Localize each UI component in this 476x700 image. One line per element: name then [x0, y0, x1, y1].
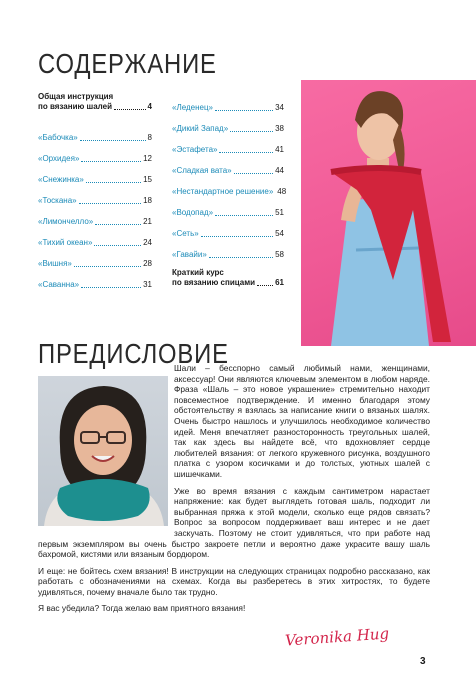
toc-entry-label: «Снежинка»	[38, 175, 84, 184]
toc-entry-page: 8	[147, 133, 152, 142]
toc-entry[interactable]	[172, 197, 284, 218]
toc-entry[interactable]	[172, 155, 284, 176]
toc-entry-page: 51	[275, 208, 284, 217]
toc-entry[interactable]	[38, 248, 152, 269]
toc-entry-page: 34	[275, 103, 284, 112]
toc-entry-label: «Эстафета»	[172, 145, 218, 154]
toc-entry-page: 31	[143, 280, 152, 289]
toc-entry-course[interactable]	[172, 268, 284, 288]
toc-entry-page: 21	[143, 217, 152, 226]
toc-entry-label: «Гавайи»	[172, 250, 207, 259]
preface-paragraph: Уже во время вязания с каждым сантиметром нарастает напряжение: как будет выглядеть готовая шаль, подходит ли выбранная пряжа к этой модели, сколько еще рядов связать? Вопрос за вопросом поддерживает ваш интерес и не дает заскучать. Поэтому не стоит удивляться, что при работе над первым экземпляром вы очень быстро закроете петли и вероятно даже украсите вашу шаль бахромой, кистями или вязаным бордюром.	[38, 485, 430, 560]
toc-general-line2: по вязанию шалей	[38, 102, 113, 111]
toc-entry-page: 15	[143, 175, 152, 184]
toc-course-page: 61	[275, 278, 284, 287]
page-number: 3	[420, 656, 426, 667]
toc-entry-page: 38	[275, 124, 284, 133]
toc-entry[interactable]	[38, 269, 152, 290]
toc-entry-page: 41	[275, 145, 284, 154]
toc-general-page: 4	[147, 102, 152, 111]
toc-entry-page: 28	[143, 259, 152, 268]
toc-entry-page: 48	[277, 187, 287, 196]
toc-entry[interactable]	[172, 134, 284, 155]
toc-entry-label: «Саванна»	[38, 280, 80, 289]
toc-right-column	[172, 92, 287, 288]
toc-entry-page: 58	[275, 250, 284, 259]
toc-entry[interactable]	[172, 218, 284, 239]
toc-entry-label: «Сеть»	[172, 229, 199, 238]
toc-entry[interactable]	[172, 92, 284, 113]
toc-entry-label: «Тоскана»	[38, 196, 77, 205]
preface-paragraph: Я вас убедила? Тогда желаю вам приятного вязания!	[38, 603, 246, 614]
toc-course-line2: по вязанию спицами	[172, 278, 256, 287]
toc-entry-label: «Сладкая вата»	[172, 166, 232, 175]
toc-entry[interactable]	[38, 227, 152, 248]
toc-entry[interactable]	[38, 206, 152, 227]
toc-entry[interactable]	[172, 239, 284, 260]
toc-entry[interactable]	[172, 113, 284, 134]
toc-general-line1: Общая инструкция	[38, 92, 114, 101]
toc-entry-page: 18	[143, 196, 152, 205]
toc-entry-general[interactable]	[38, 92, 152, 112]
model-photo	[301, 80, 476, 346]
toc-entry[interactable]	[172, 176, 287, 197]
toc-left-column	[38, 92, 152, 290]
toc-course-line1: Краткий курс	[172, 268, 224, 277]
toc-entry-label: «Водопад»	[172, 208, 214, 217]
toc-entry-label: «Вишня»	[38, 259, 72, 268]
toc-entry[interactable]	[38, 143, 152, 164]
toc-entry[interactable]	[38, 164, 152, 185]
toc-entry-label: «Бабочка»	[38, 133, 78, 142]
author-signature: Veronika Hug	[284, 624, 390, 650]
toc-entry[interactable]	[38, 122, 152, 143]
preface-body	[38, 363, 430, 620]
preface-paragraph: И еще: не бойтесь схем вязания! В инструкции на следующих страницах подробно рассказано, как работать с обозначениями на схемах. Когда вы разберетесь в этих хитростях, то будете удивляться, почему вначале было так трудно.	[38, 565, 430, 597]
toc-entry-label: «Лимончелло»	[38, 217, 94, 226]
toc-entry-page: 44	[275, 166, 284, 175]
toc-entry-page: 12	[143, 154, 152, 163]
toc-entry-label: «Дикий Запад»	[172, 124, 229, 133]
preface-title: ПРЕДИСЛОВИЕ	[38, 338, 229, 369]
toc-entry-label: «Тихий океан»	[38, 238, 93, 247]
toc-title: СОДЕРЖАНИЕ	[38, 48, 217, 79]
toc-entry-label: «Леденец»	[172, 103, 213, 112]
toc-entry-label: «Орхидея»	[38, 154, 80, 163]
toc-entry[interactable]	[38, 185, 152, 206]
toc-entry-page: 54	[275, 229, 284, 238]
toc-entry-label: «Нестандартное решение»	[172, 187, 274, 196]
preface-paragraph: Шали – бесспорно самый любимый нами, женщинами, аксессуар! Они являются ключевым элементом в любом наряде. Фраза «Шаль – это новое украшение» стремительно находит повсеместное подтверждение. И именно благодаря этому обстоятельству я взялась за написание книги о вязаных шалях. Очень быстро нашлось и улучшилось необходимое количество идей. Меня впечатляет разносторонность треугольных шалей, так как здесь вы найдете всё, что вдохновляет сердце любителей вязания: от легкого кружевного рисунка, воздушного платка с узором косичками и до толстых, уютных шалей с шишечками.	[174, 363, 430, 479]
toc-entry-page: 24	[143, 238, 152, 247]
